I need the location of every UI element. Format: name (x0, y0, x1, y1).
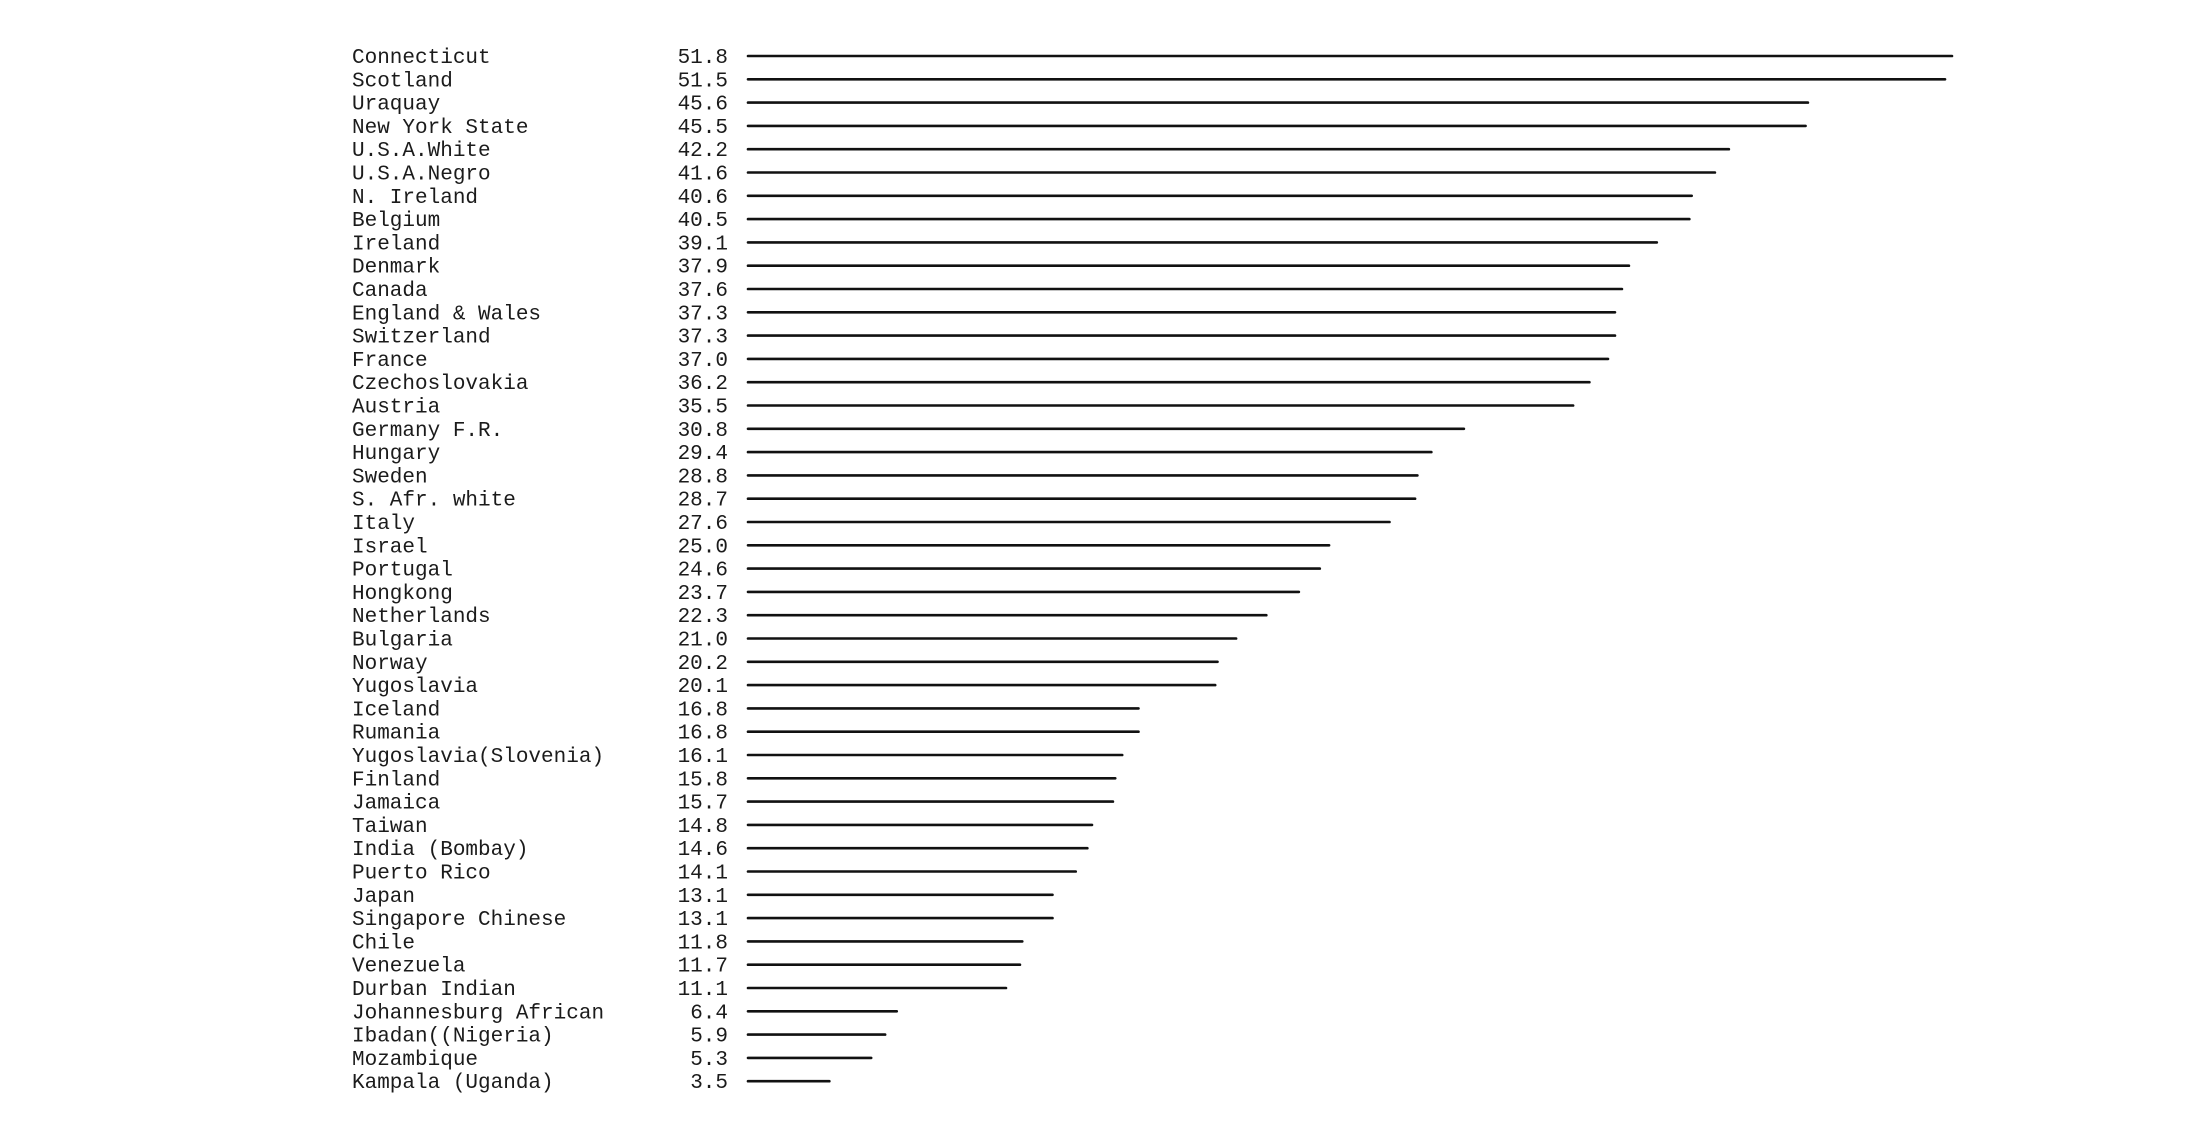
value-label: 5.3 (690, 1048, 728, 1072)
category-label: Switzerland (352, 326, 491, 350)
category-label: U.S.A.White (352, 140, 491, 164)
value-label: 36.2 (677, 373, 728, 397)
value-label: 51.8 (677, 47, 728, 70)
category-label: U.S.A.Negro (352, 163, 491, 187)
value-label: 20.2 (677, 652, 728, 676)
category-label: Yugoslavia (352, 676, 479, 700)
value-label: 25.0 (677, 536, 728, 560)
value-label: 15.8 (677, 769, 728, 793)
category-labels (352, 47, 604, 1095)
value-label: 40.6 (677, 186, 728, 210)
category-label: Hongkong (352, 582, 453, 606)
value-label: 3.5 (690, 1072, 728, 1096)
category-label: Taiwan (352, 815, 428, 839)
value-label: 21.0 (677, 629, 728, 653)
category-label: Venezuela (352, 955, 466, 979)
category-label: Ibadan((Nigeria) (352, 1025, 554, 1049)
value-label: 37.9 (677, 256, 728, 280)
value-label: 11.8 (677, 932, 728, 956)
category-label: Sweden (352, 466, 428, 490)
category-label: Yugoslavia(Slovenia) (352, 746, 605, 769)
value-label: 14.6 (677, 839, 728, 863)
category-label: Czechoslovakia (352, 373, 529, 397)
category-label: Chile (352, 932, 416, 956)
category-label: N. Ireland (352, 186, 479, 210)
category-label: Norway (352, 652, 428, 676)
value-label: 16.8 (677, 699, 728, 723)
category-label: Connecticut (352, 47, 491, 70)
value-label: 15.7 (677, 792, 728, 816)
category-label: Austria (352, 396, 441, 420)
category-label: England & Wales (352, 303, 542, 327)
category-label: New York State (352, 116, 529, 140)
category-label: Scotland (352, 70, 453, 94)
value-label: 5.9 (690, 1025, 728, 1049)
value-label: 37.0 (677, 349, 728, 373)
category-label: Bulgaria (352, 629, 453, 653)
category-label: Netherlands (352, 606, 491, 630)
category-label: Rumania (352, 722, 441, 746)
value-label: 37.6 (677, 280, 728, 303)
value-label: 11.1 (677, 979, 728, 1002)
value-label: 29.4 (677, 443, 728, 467)
value-label: 13.1 (677, 909, 728, 933)
category-label: Hungary (352, 443, 441, 467)
category-label: Portugal (352, 559, 453, 583)
category-label: Japan (352, 885, 416, 909)
category-label: Kampala (Uganda) (352, 1072, 554, 1096)
category-label: Puerto Rico (352, 862, 491, 886)
category-label: Canada (352, 280, 428, 303)
category-label: Denmark (352, 256, 441, 280)
category-label: Finland (352, 769, 441, 793)
category-label: Iceland (352, 699, 441, 723)
value-label: 39.1 (677, 233, 728, 257)
category-label: Uraquay (352, 93, 441, 117)
value-label: 41.6 (677, 163, 728, 187)
value-label: 27.6 (677, 513, 728, 536)
value-label: 23.7 (677, 582, 728, 606)
category-label: Jamaica (352, 792, 441, 816)
value-label: 20.1 (677, 676, 728, 700)
value-label: 28.8 (677, 466, 728, 490)
value-label: 45.5 (677, 116, 728, 140)
category-label: Germany F.R. (352, 419, 504, 443)
value-label: 51.5 (677, 70, 728, 94)
value-label: 11.7 (677, 955, 728, 979)
category-label: S. Afr. white (352, 489, 516, 513)
category-label: Israel (352, 536, 428, 560)
value-label: 16.8 (677, 722, 728, 746)
category-label: Singapore Chinese (352, 909, 567, 933)
value-label: 24.6 (677, 559, 728, 583)
category-label: Italy (352, 513, 416, 536)
value-labels (678, 47, 728, 1095)
category-label: Durban Indian (352, 979, 516, 1002)
value-label: 16.1 (677, 746, 728, 769)
value-label: 42.2 (677, 140, 728, 164)
category-label: Mozambique (352, 1048, 479, 1072)
value-label: 14.1 (677, 862, 728, 886)
value-label: 37.3 (677, 326, 728, 350)
value-label: 6.4 (690, 1002, 728, 1026)
category-label: Belgium (352, 210, 441, 234)
value-label: 45.6 (677, 93, 728, 117)
value-label: 35.5 (677, 396, 728, 420)
value-label: 37.3 (677, 303, 728, 327)
bars (748, 56, 1952, 1081)
value-label: 40.5 (677, 210, 728, 234)
value-label: 30.8 (677, 419, 728, 443)
category-label: Ireland (352, 233, 441, 257)
value-label: 22.3 (677, 606, 728, 630)
value-label: 14.8 (677, 815, 728, 839)
category-label: India (Bombay) (352, 839, 529, 863)
value-label: 13.1 (677, 885, 728, 909)
category-label: France (352, 349, 428, 373)
value-label: 28.7 (677, 489, 728, 513)
category-label: Johannesburg African (352, 1002, 605, 1026)
